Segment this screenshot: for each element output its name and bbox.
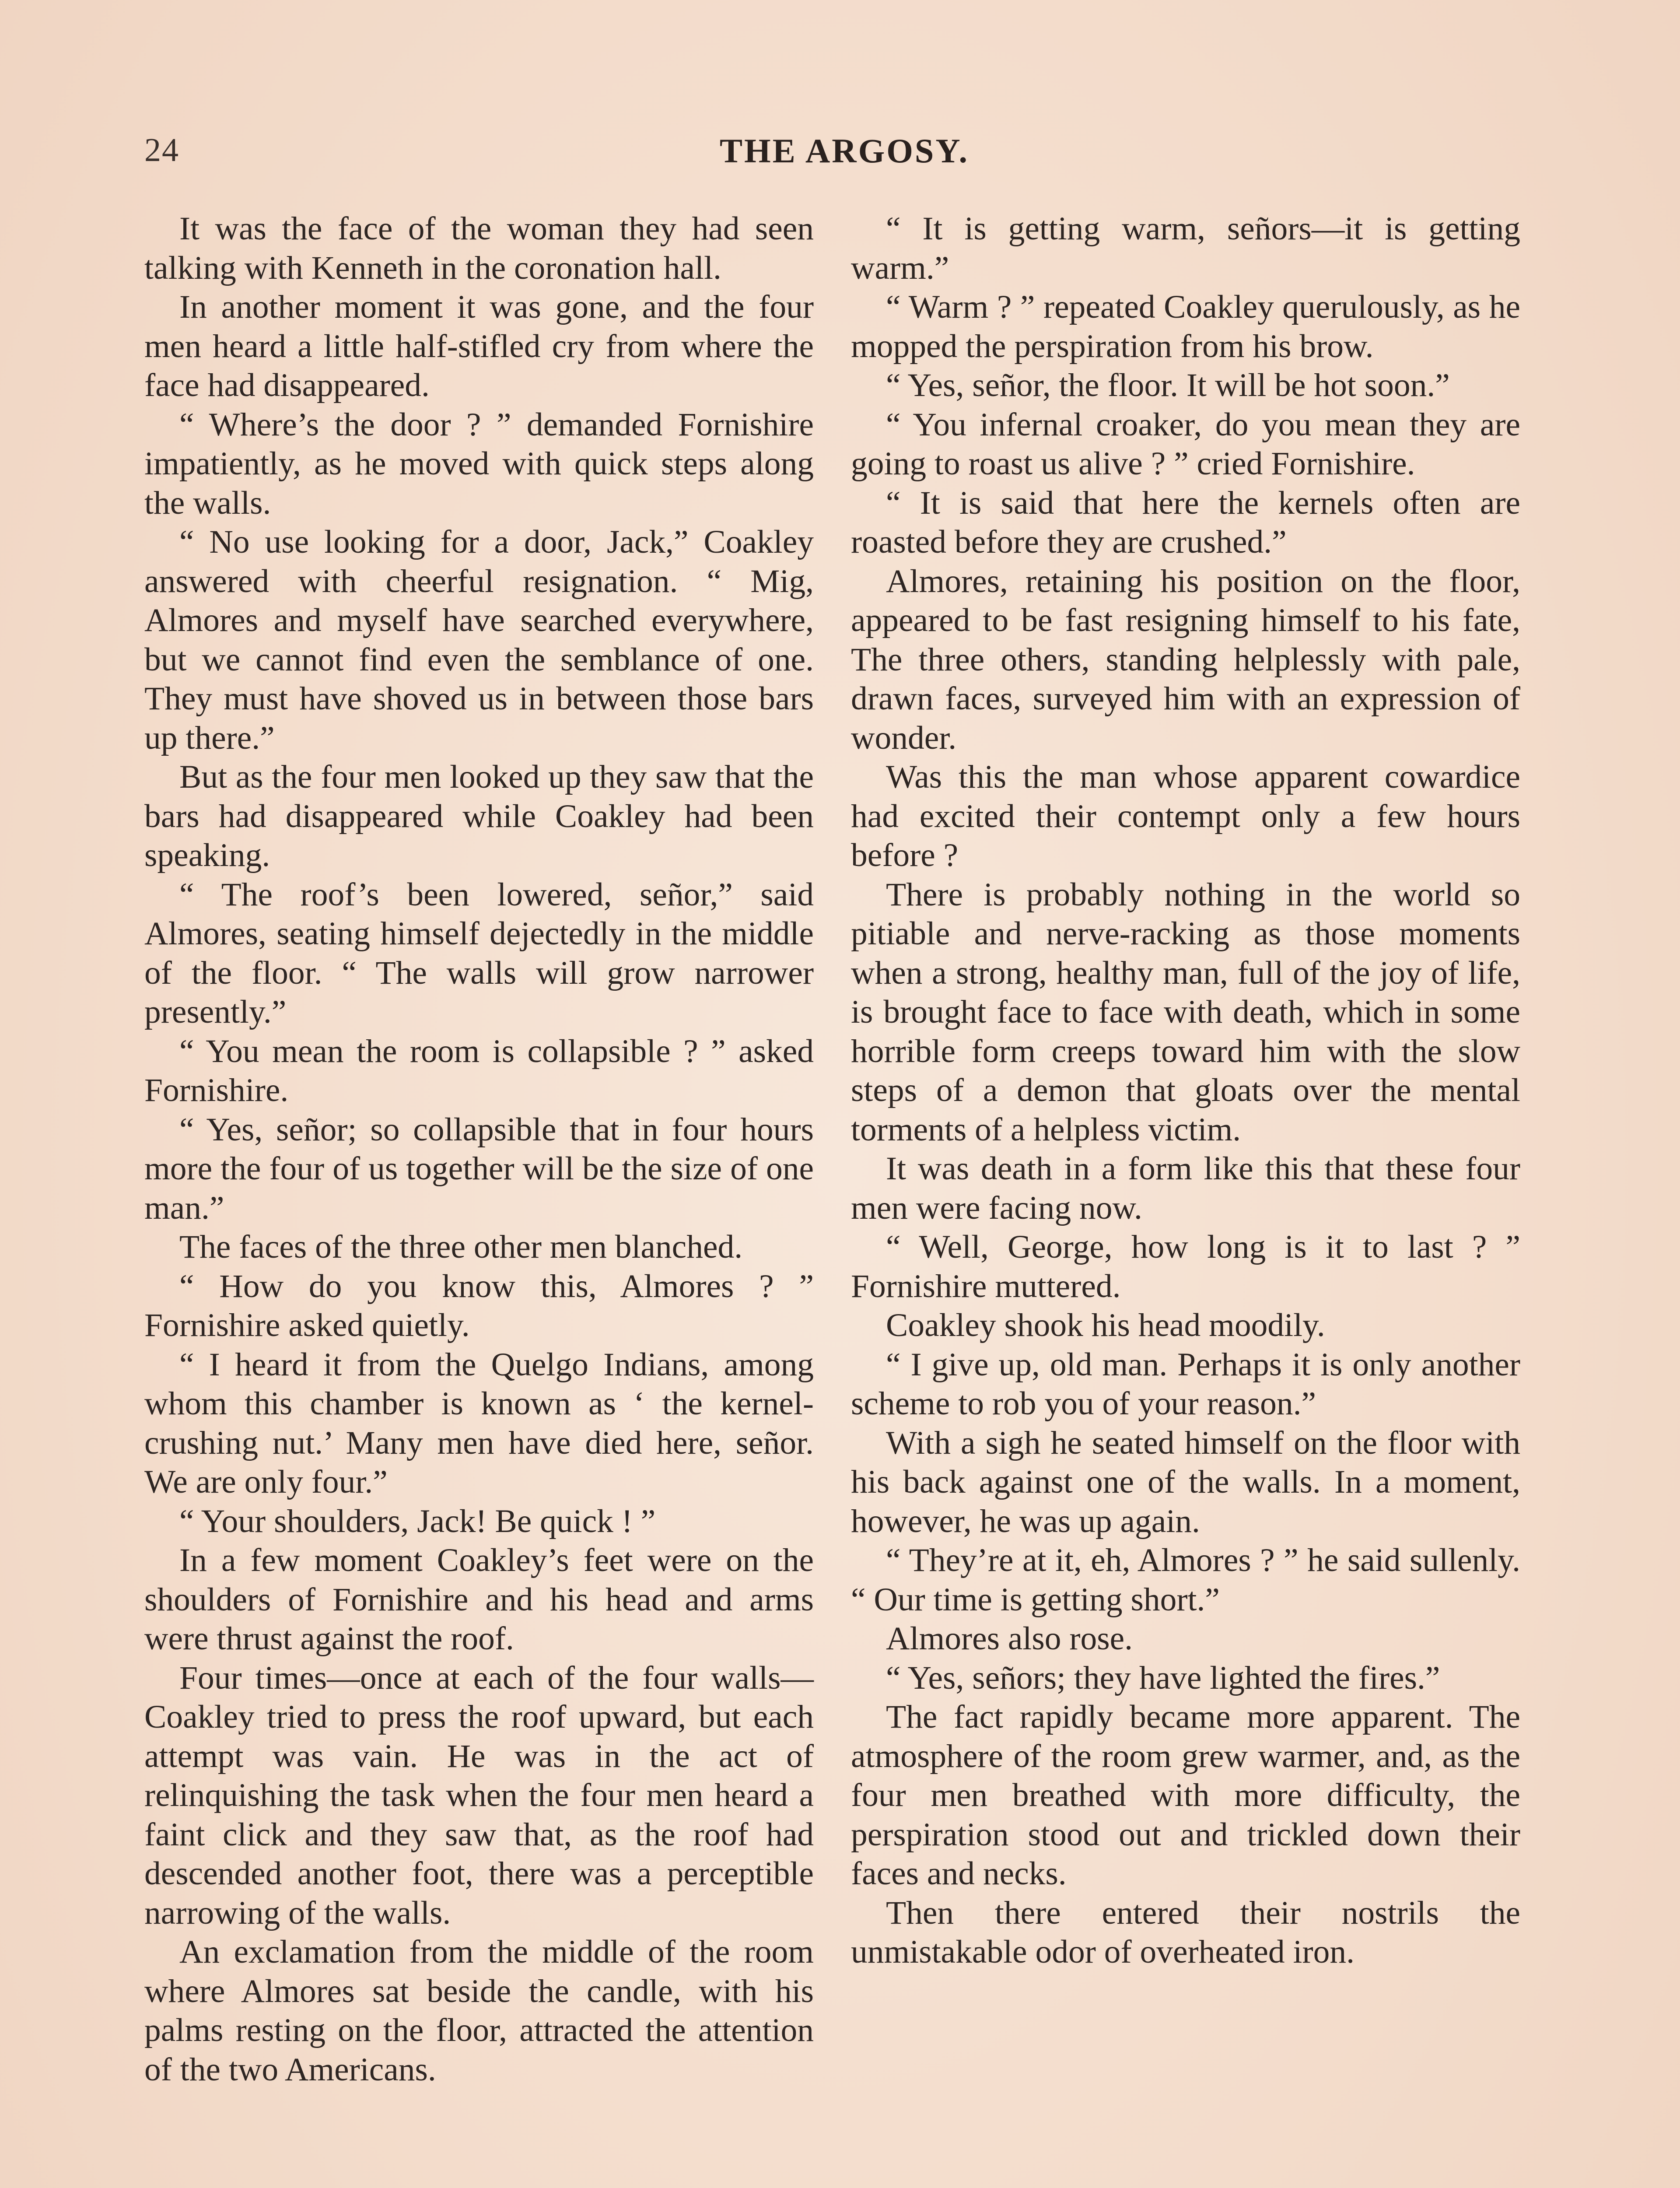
paragraph: Coakley shook his head moodily. xyxy=(886,1307,1325,1343)
paragraph: “ You infernal croaker, do you mean they are going to roast us alive ? ” cried Fornishire. xyxy=(851,406,1520,482)
paragraph: With a sigh he seated himself on the floor with his back against one of the walls. In a moment, however, he was up again. xyxy=(851,1424,1520,1539)
paragraph: “ Where’s the door ? ” demanded Fornishire impatiently, as he moved with quick steps along the walls. xyxy=(144,406,814,521)
paragraph: Almores, retaining his position on the floor, appeared to be fast resigning himself to his fate, The three others, standing helplessly with pale, drawn faces, surveyed him with an expression of wonder. xyxy=(851,563,1520,756)
paragraph: The fact rapidly became more apparent. The atmosphere of the room grew warmer, and, as the four men breathed with more difficulty, the perspiration stood out and trickled down their faces and necks. xyxy=(851,1699,1520,1892)
page-number: 24 xyxy=(144,132,179,168)
paragraph: Almores also rose. xyxy=(886,1620,1133,1657)
running-title: THE ARGOSY. xyxy=(720,132,969,170)
paragraph: “ The roof’s been lowered, señor,” said Almores, seating himself dejectedly in the middle of the floor. “ The walls will grow narrower presently.” xyxy=(144,876,814,1030)
paragraph: But as the four men looked up they saw that the bars had disappeared while Coakley had been speaking. xyxy=(144,759,814,873)
paragraph: “ No use looking for a door, Jack,” Coakley answered with cheerful resignation. “ Mig, Almores and myself have searched everywhere, but we cannot find even the semblance of one. They must have shoved us in between those bars up there.” xyxy=(144,524,814,756)
left-text-column xyxy=(144,209,814,2089)
paragraph: “ Warm ? ” repeated Coakley querulously, as he mopped the perspiration from his brow. xyxy=(851,289,1520,365)
paragraph: “ It is getting warm, señors—it is getting warm.” xyxy=(851,210,1520,286)
paragraph: “ Yes, señor; so collapsible that in four hours more the four of us together will be the size of one man.” xyxy=(144,1111,814,1226)
paragraph: There is probably nothing in the world so pitiable and nerve-racking as those moments when a strong, healthy man, full of the joy of life, is brought face to face with death, which in some horrible form creeps toward him with the slow steps of a demon that gloats over the mental torments of a helpless victim. xyxy=(851,876,1520,1148)
paragraph: “ Your shoulders, Jack! Be quick ! ” xyxy=(179,1503,656,1539)
paragraph: “ They’re at it, eh, Almores ? ” he said sullenly. “ Our time is getting short.” xyxy=(851,1542,1520,1618)
paragraph: Then there entered their nostrils the unmistakable odor of overheated iron. xyxy=(851,1894,1520,1970)
paragraph: “ I heard it from the Quelgo Indians, among whom this chamber is known as ‘ the kernel-crushing nut.’ Many men have died here, señor. We are only four.” xyxy=(144,1346,814,1500)
paragraph: The faces of the three other men blanched. xyxy=(179,1229,743,1265)
paragraph: “ I give up, old man. Perhaps it is only another scheme to rob you of your reason.” xyxy=(851,1346,1520,1422)
paragraph: In a few moment Coakley’s feet were on the shoulders of Fornishire and his head and arms were thrust against the roof. xyxy=(144,1542,814,1657)
paragraph: It was death in a form like this that these four men were facing now. xyxy=(851,1150,1520,1226)
paragraph: In another moment it was gone, and the four men heard a little half-stifled cry from where the face had disappeared. xyxy=(144,289,814,403)
paragraph: “ It is said that here the kernels often are roasted before they are crushed.” xyxy=(851,484,1520,560)
paragraph: “ You mean the room is collapsible ? ” asked Fornishire. xyxy=(144,1033,814,1108)
page-header xyxy=(144,131,1544,179)
paragraph: An exclamation from the middle of the room where Almores sat beside the candle, with his palms resting on the floor, attracted the attention of the two Americans. xyxy=(144,1934,814,2088)
paragraph: “ Well, George, how long is it to last ? ” Fornishire muttered. xyxy=(851,1229,1520,1304)
paragraph: “ Yes, señor, the floor. It will be hot soon.” xyxy=(886,367,1450,403)
paragraph: It was the face of the woman they had seen talking with Kenneth in the coronation hall. xyxy=(144,210,814,286)
paragraph: “ Yes, señors; they have lighted the fires.” xyxy=(886,1659,1440,1696)
paragraph: Four times—once at each of the four walls—Coakley tried to press the roof upward, but each attempt was vain. He was in the act of relinquishing the task when the four men heard a faint click and they saw that, as the roof had descended another foot, there was a perceptible narrowing of the walls. xyxy=(144,1659,814,1931)
right-text-column xyxy=(851,209,1520,1972)
paragraph: Was this the man whose apparent cowardice had excited their contempt only a few hours before ? xyxy=(851,759,1520,873)
paragraph: “ How do you know this, Almores ? ” Fornishire asked quietly. xyxy=(144,1268,814,1343)
